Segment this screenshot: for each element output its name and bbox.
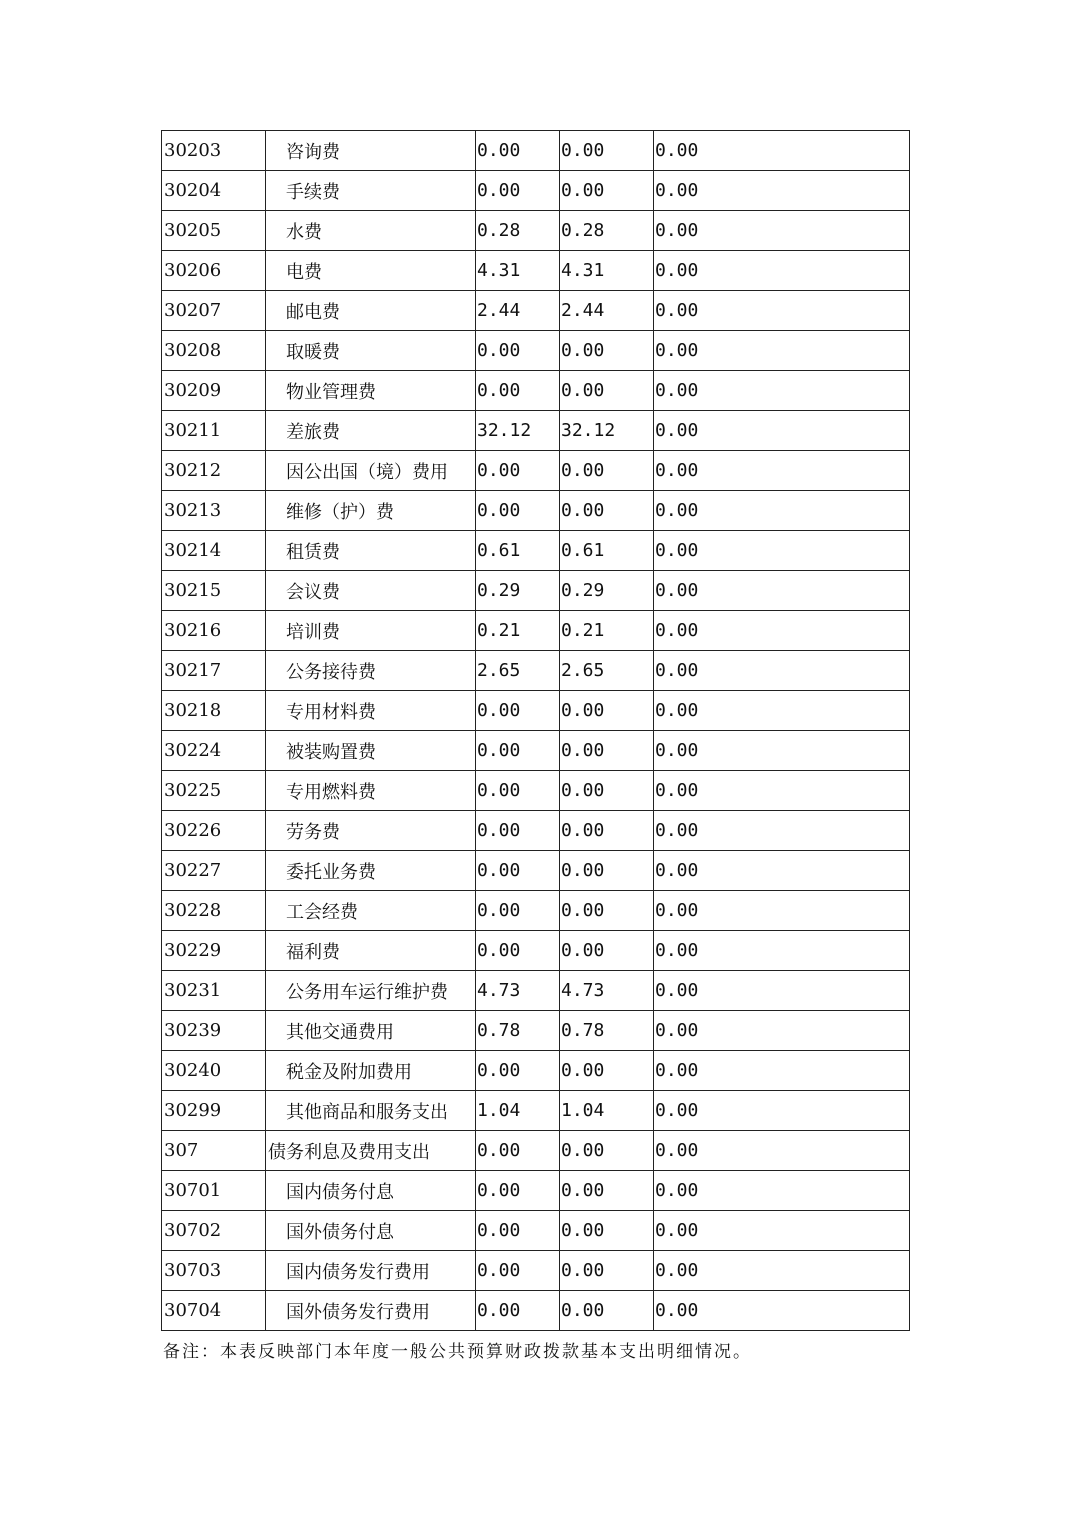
code-cell: 30229 xyxy=(162,931,266,971)
other-cell: 0.00 xyxy=(654,731,910,771)
basic-expenditure-cell: 1.04 xyxy=(560,1091,654,1131)
table-row xyxy=(162,1171,910,1211)
basic-expenditure-cell: 0.21 xyxy=(560,611,654,651)
name-cell: 咨询费 xyxy=(266,131,476,171)
name-cell: 工会经费 xyxy=(266,891,476,931)
basic-expenditure-cell: 0.28 xyxy=(560,211,654,251)
total-cell: 2.65 xyxy=(476,651,560,691)
basic-expenditure-cell: 0.00 xyxy=(560,1251,654,1291)
basic-expenditure-cell: 0.61 xyxy=(560,531,654,571)
code-cell: 30231 xyxy=(162,971,266,1011)
table-row xyxy=(162,451,910,491)
basic-expenditure-cell: 0.00 xyxy=(560,731,654,771)
table-row xyxy=(162,811,910,851)
basic-expenditure-cell: 0.00 xyxy=(560,691,654,731)
total-cell: 0.78 xyxy=(476,1011,560,1051)
table-row xyxy=(162,1011,910,1051)
other-cell: 0.00 xyxy=(654,1171,910,1211)
total-cell: 0.00 xyxy=(476,1291,560,1331)
other-cell: 0.00 xyxy=(654,171,910,211)
code-cell: 30224 xyxy=(162,731,266,771)
name-cell: 国外债务发行费用 xyxy=(266,1291,476,1331)
total-cell: 0.00 xyxy=(476,171,560,211)
code-cell: 30205 xyxy=(162,211,266,251)
total-cell: 1.04 xyxy=(476,1091,560,1131)
name-cell: 差旅费 xyxy=(266,411,476,451)
code-cell: 30299 xyxy=(162,1091,266,1131)
code-cell: 30215 xyxy=(162,571,266,611)
name-cell: 水费 xyxy=(266,211,476,251)
basic-expenditure-cell: 0.00 xyxy=(560,891,654,931)
basic-expenditure-cell: 0.00 xyxy=(560,1051,654,1091)
total-cell: 0.28 xyxy=(476,211,560,251)
other-cell: 0.00 xyxy=(654,211,910,251)
code-cell: 30227 xyxy=(162,851,266,891)
table-row xyxy=(162,131,910,171)
code-cell: 30226 xyxy=(162,811,266,851)
code-cell: 30209 xyxy=(162,371,266,411)
table-row xyxy=(162,1051,910,1091)
table-row xyxy=(162,891,910,931)
basic-expenditure-cell: 0.00 xyxy=(560,171,654,211)
other-cell: 0.00 xyxy=(654,1291,910,1331)
total-cell: 0.00 xyxy=(476,771,560,811)
basic-expenditure-cell: 0.00 xyxy=(560,331,654,371)
code-cell: 30240 xyxy=(162,1051,266,1091)
table-row xyxy=(162,491,910,531)
name-cell: 邮电费 xyxy=(266,291,476,331)
code-cell: 30701 xyxy=(162,1171,266,1211)
name-cell: 租赁费 xyxy=(266,531,476,571)
basic-expenditure-cell: 2.65 xyxy=(560,651,654,691)
total-cell: 0.00 xyxy=(476,331,560,371)
expenditure-table xyxy=(161,130,910,1331)
other-cell: 0.00 xyxy=(654,691,910,731)
name-cell: 其他商品和服务支出 xyxy=(266,1091,476,1131)
table-row xyxy=(162,371,910,411)
other-cell: 0.00 xyxy=(654,1211,910,1251)
name-cell: 会议费 xyxy=(266,571,476,611)
total-cell: 0.00 xyxy=(476,1211,560,1251)
name-cell: 债务利息及费用支出 xyxy=(266,1131,476,1171)
name-cell: 国外债务付息 xyxy=(266,1211,476,1251)
basic-expenditure-cell: 0.00 xyxy=(560,491,654,531)
table-row xyxy=(162,411,910,451)
other-cell: 0.00 xyxy=(654,931,910,971)
code-cell: 30204 xyxy=(162,171,266,211)
code-cell: 307 xyxy=(162,1131,266,1171)
total-cell: 0.00 xyxy=(476,931,560,971)
name-cell: 其他交通费用 xyxy=(266,1011,476,1051)
basic-expenditure-cell: 0.00 xyxy=(560,771,654,811)
other-cell: 0.00 xyxy=(654,571,910,611)
other-cell: 0.00 xyxy=(654,771,910,811)
basic-expenditure-cell: 2.44 xyxy=(560,291,654,331)
total-cell: 4.31 xyxy=(476,251,560,291)
table-row xyxy=(162,731,910,771)
basic-expenditure-cell: 0.00 xyxy=(560,371,654,411)
name-cell: 物业管理费 xyxy=(266,371,476,411)
name-cell: 专用燃料费 xyxy=(266,771,476,811)
table-row xyxy=(162,251,910,291)
code-cell: 30213 xyxy=(162,491,266,531)
other-cell: 0.00 xyxy=(654,331,910,371)
name-cell: 国内债务付息 xyxy=(266,1171,476,1211)
name-cell: 因公出国（境）费用 xyxy=(266,451,476,491)
basic-expenditure-cell: 0.29 xyxy=(560,571,654,611)
total-cell: 0.61 xyxy=(476,531,560,571)
basic-expenditure-cell: 0.00 xyxy=(560,451,654,491)
total-cell: 0.00 xyxy=(476,1131,560,1171)
table-row xyxy=(162,291,910,331)
name-cell: 培训费 xyxy=(266,611,476,651)
other-cell: 0.00 xyxy=(654,651,910,691)
basic-expenditure-cell: 4.31 xyxy=(560,251,654,291)
total-cell: 0.00 xyxy=(476,891,560,931)
table-row xyxy=(162,211,910,251)
total-cell: 0.21 xyxy=(476,611,560,651)
table-body xyxy=(162,131,910,1331)
other-cell: 0.00 xyxy=(654,1011,910,1051)
table-row xyxy=(162,571,910,611)
basic-expenditure-cell: 0.00 xyxy=(560,811,654,851)
code-cell: 30211 xyxy=(162,411,266,451)
table-row xyxy=(162,691,910,731)
other-cell: 0.00 xyxy=(654,891,910,931)
other-cell: 0.00 xyxy=(654,611,910,651)
total-cell: 0.00 xyxy=(476,1051,560,1091)
table-row xyxy=(162,1251,910,1291)
name-cell: 公务用车运行维护费 xyxy=(266,971,476,1011)
code-cell: 30225 xyxy=(162,771,266,811)
total-cell: 0.00 xyxy=(476,851,560,891)
other-cell: 0.00 xyxy=(654,1131,910,1171)
basic-expenditure-cell: 0.00 xyxy=(560,851,654,891)
code-cell: 30203 xyxy=(162,131,266,171)
other-cell: 0.00 xyxy=(654,1091,910,1131)
code-cell: 30208 xyxy=(162,331,266,371)
total-cell: 2.44 xyxy=(476,291,560,331)
total-cell: 0.00 xyxy=(476,811,560,851)
other-cell: 0.00 xyxy=(654,851,910,891)
total-cell: 4.73 xyxy=(476,971,560,1011)
name-cell: 被装购置费 xyxy=(266,731,476,771)
name-cell: 取暖费 xyxy=(266,331,476,371)
total-cell: 0.00 xyxy=(476,731,560,771)
basic-expenditure-cell: 0.00 xyxy=(560,1291,654,1331)
code-cell: 30228 xyxy=(162,891,266,931)
table-note: 备注：本表反映部门本年度一般公共预算财政拨款基本支出明细情况。 xyxy=(163,1342,752,1362)
code-cell: 30207 xyxy=(162,291,266,331)
basic-expenditure-cell: 0.00 xyxy=(560,131,654,171)
code-cell: 30216 xyxy=(162,611,266,651)
total-cell: 0.00 xyxy=(476,131,560,171)
code-cell: 30702 xyxy=(162,1211,266,1251)
table-row xyxy=(162,1211,910,1251)
other-cell: 0.00 xyxy=(654,531,910,571)
other-cell: 0.00 xyxy=(654,291,910,331)
total-cell: 0.00 xyxy=(476,691,560,731)
name-cell: 国内债务发行费用 xyxy=(266,1251,476,1291)
code-cell: 30212 xyxy=(162,451,266,491)
other-cell: 0.00 xyxy=(654,1051,910,1091)
table-row xyxy=(162,651,910,691)
table-row xyxy=(162,1131,910,1171)
table-row xyxy=(162,931,910,971)
table-row xyxy=(162,611,910,651)
name-cell: 手续费 xyxy=(266,171,476,211)
code-cell: 30703 xyxy=(162,1251,266,1291)
name-cell: 税金及附加费用 xyxy=(266,1051,476,1091)
code-cell: 30239 xyxy=(162,1011,266,1051)
name-cell: 委托业务费 xyxy=(266,851,476,891)
code-cell: 30206 xyxy=(162,251,266,291)
code-cell: 30704 xyxy=(162,1291,266,1331)
basic-expenditure-cell: 4.73 xyxy=(560,971,654,1011)
total-cell: 0.00 xyxy=(476,1171,560,1211)
code-cell: 30218 xyxy=(162,691,266,731)
name-cell: 劳务费 xyxy=(266,811,476,851)
other-cell: 0.00 xyxy=(654,371,910,411)
basic-expenditure-cell: 0.78 xyxy=(560,1011,654,1051)
other-cell: 0.00 xyxy=(654,131,910,171)
basic-expenditure-cell: 0.00 xyxy=(560,931,654,971)
total-cell: 0.00 xyxy=(476,1251,560,1291)
total-cell: 0.00 xyxy=(476,491,560,531)
other-cell: 0.00 xyxy=(654,411,910,451)
basic-expenditure-cell: 0.00 xyxy=(560,1211,654,1251)
name-cell: 电费 xyxy=(266,251,476,291)
table-row xyxy=(162,771,910,811)
basic-expenditure-cell: 32.12 xyxy=(560,411,654,451)
other-cell: 0.00 xyxy=(654,971,910,1011)
total-cell: 0.00 xyxy=(476,451,560,491)
table-row xyxy=(162,851,910,891)
total-cell: 32.12 xyxy=(476,411,560,451)
table-row xyxy=(162,971,910,1011)
code-cell: 30217 xyxy=(162,651,266,691)
other-cell: 0.00 xyxy=(654,491,910,531)
total-cell: 0.29 xyxy=(476,571,560,611)
name-cell: 公务接待费 xyxy=(266,651,476,691)
table-row xyxy=(162,1091,910,1131)
table-row xyxy=(162,171,910,211)
table-row xyxy=(162,1291,910,1331)
basic-expenditure-cell: 0.00 xyxy=(560,1171,654,1211)
other-cell: 0.00 xyxy=(654,1251,910,1291)
name-cell: 专用材料费 xyxy=(266,691,476,731)
table-row xyxy=(162,331,910,371)
name-cell: 福利费 xyxy=(266,931,476,971)
table-row xyxy=(162,531,910,571)
other-cell: 0.00 xyxy=(654,451,910,491)
other-cell: 0.00 xyxy=(654,811,910,851)
code-cell: 30214 xyxy=(162,531,266,571)
name-cell: 维修（护）费 xyxy=(266,491,476,531)
total-cell: 0.00 xyxy=(476,371,560,411)
basic-expenditure-cell: 0.00 xyxy=(560,1131,654,1171)
other-cell: 0.00 xyxy=(654,251,910,291)
